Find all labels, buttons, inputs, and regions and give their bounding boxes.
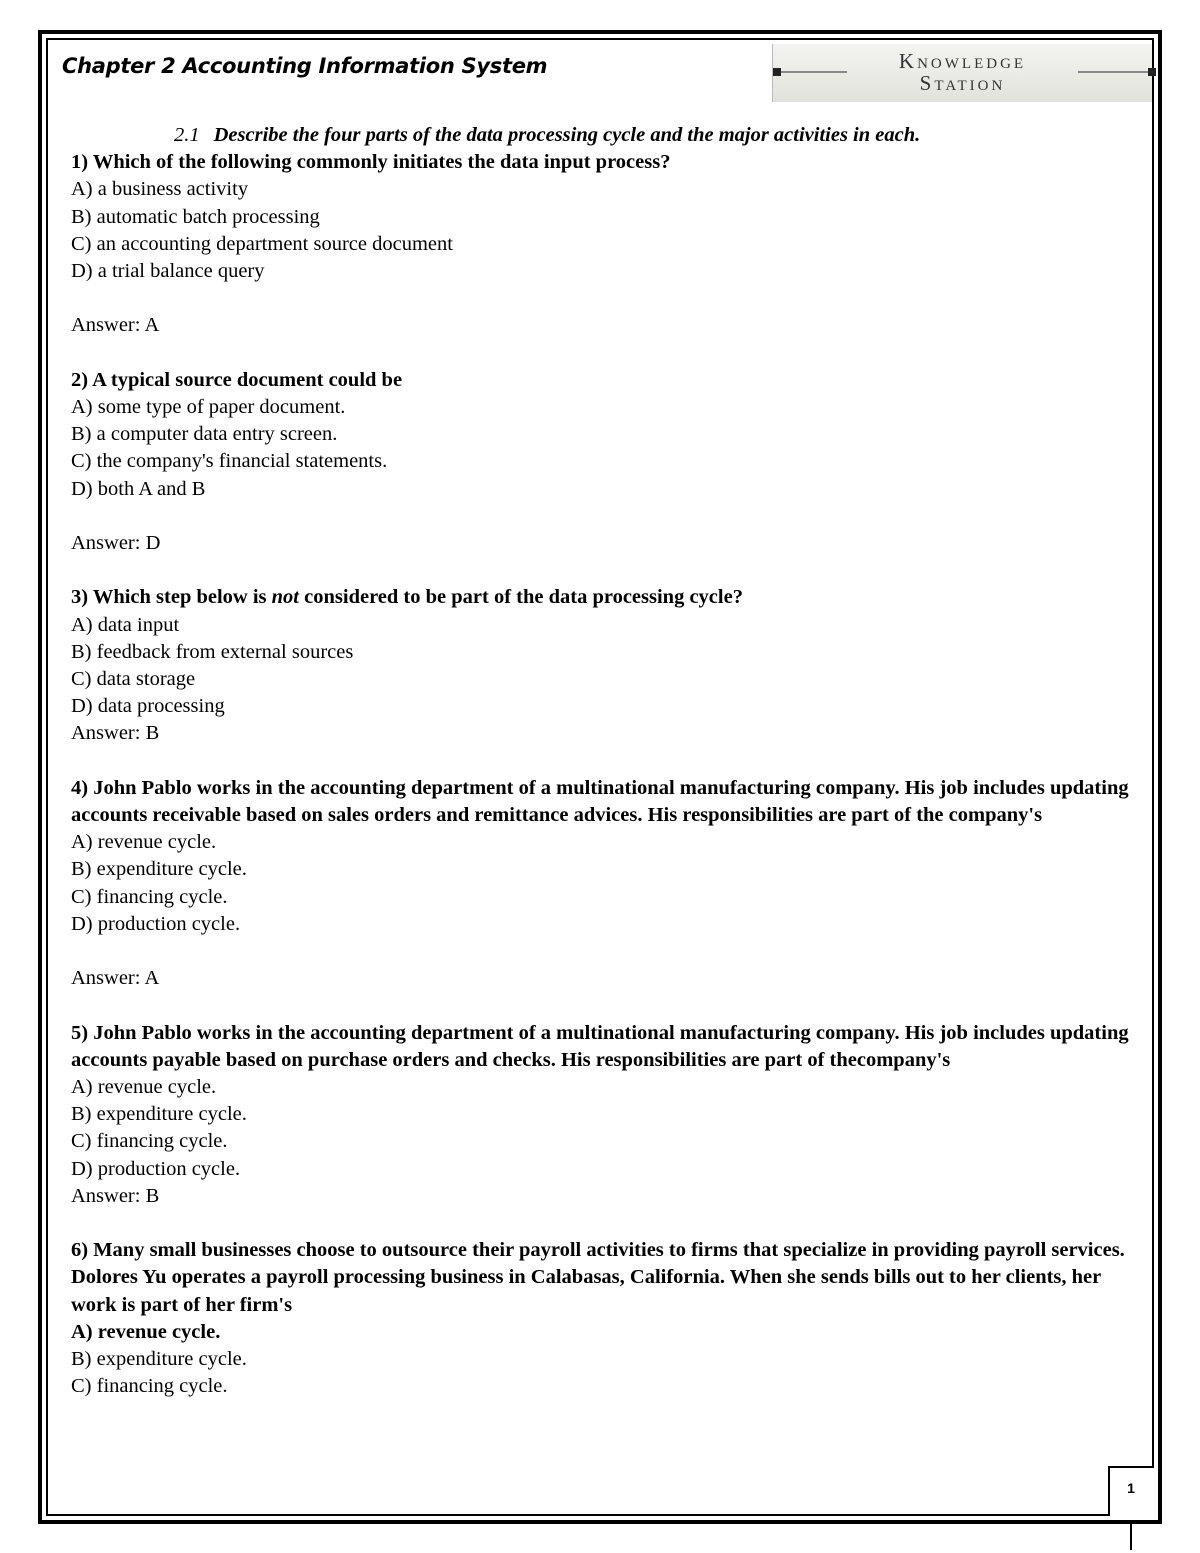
section-number: 2.1: [174, 124, 200, 146]
q1-option-c: C) an accounting department source document: [71, 232, 453, 255]
q5-answer: Answer: B: [71, 1184, 160, 1207]
q1-answer: Answer: A: [71, 314, 160, 337]
logo-line-2: Station: [919, 71, 1006, 95]
page-corner-mark: [1130, 1524, 1132, 1550]
q3-option-a: A) data input: [71, 613, 180, 636]
q3-text-pre: 3) Which step below is: [71, 586, 272, 609]
q1-option-b: B) automatic batch processing: [71, 205, 320, 228]
q5-option-c: C) financing cycle.: [71, 1130, 228, 1153]
question-content: [71, 122, 1131, 1400]
q2-option-a: A) some type of paper document.: [71, 396, 346, 418]
q1-option-d: D) a trial balance query: [71, 260, 265, 283]
q4-answer: Answer: A: [71, 967, 160, 990]
q3-option-c: C) data storage: [71, 668, 196, 690]
question-1: 1) Which of the following commonly initiates the data input process?: [71, 151, 671, 174]
q6-option-a: A) revenue cycle.: [71, 1320, 221, 1343]
chapter-title: Chapter 2 Accounting Information System: [62, 54, 548, 78]
q4-option-d: D) production cycle.: [71, 912, 241, 935]
question-6: 6) Many small businesses choose to outsource their payroll activities to firms that specialize in providing payroll services. Dolores Yu operates a payroll processing business in Calabasas, California. When she sends bills out to her clients, her work is part of her firm's: [71, 1239, 1125, 1316]
question-2: 2) A typical source document could be: [71, 368, 403, 391]
q2-option-c: C) the company's financial statements.: [71, 450, 388, 473]
q3-option-d: D) data processing: [71, 695, 225, 718]
q4-option-b: B) expenditure cycle.: [71, 858, 247, 881]
q3-option-b: B) feedback from external sources: [71, 640, 354, 663]
q3-answer: Answer: B: [71, 722, 160, 745]
q5-option-a: A) revenue cycle.: [71, 1076, 217, 1098]
knowledge-station-logo: [772, 44, 1152, 102]
question-5: 5) John Pablo works in the accounting department of a multinational manufacturing company. His job includes updating accounts payable based on purchase orders and checks. His responsibilities are part of thecompany's: [71, 1021, 1129, 1071]
q3-text-post: considered to be part of the data processing cycle?: [299, 586, 743, 609]
q5-option-b: B) expenditure cycle.: [71, 1103, 247, 1126]
question-3: [71, 584, 1131, 611]
q2-answer: Answer: D: [71, 532, 161, 554]
q4-option-c: C) financing cycle.: [71, 885, 228, 908]
q1-option-a: A) a business activity: [71, 178, 249, 201]
q3-text-emphasis: not: [271, 586, 300, 609]
q2-option-d: D) both A and B: [71, 477, 206, 500]
q6-option-c: C) financing cycle.: [71, 1375, 228, 1398]
q4-option-a: A) revenue cycle.: [71, 831, 217, 854]
q2-option-b: B) a computer data entry screen.: [71, 423, 338, 446]
q5-option-d: D) production cycle.: [71, 1157, 241, 1180]
section-heading: [71, 122, 1131, 149]
question-4: 4) John Pablo works in the accounting department of a multinational manufacturing company. His job includes updating accounts receivable based on sales orders and remittance advices. His responsibilities are part of the company's: [71, 776, 1129, 826]
page-number: 1: [1127, 1480, 1135, 1496]
q6-option-b: B) expenditure cycle.: [71, 1348, 247, 1371]
section-text: Describe the four parts of the data processing cycle and the major activities in each.: [213, 124, 921, 146]
logo-line-1: Knowledge: [898, 49, 1027, 73]
